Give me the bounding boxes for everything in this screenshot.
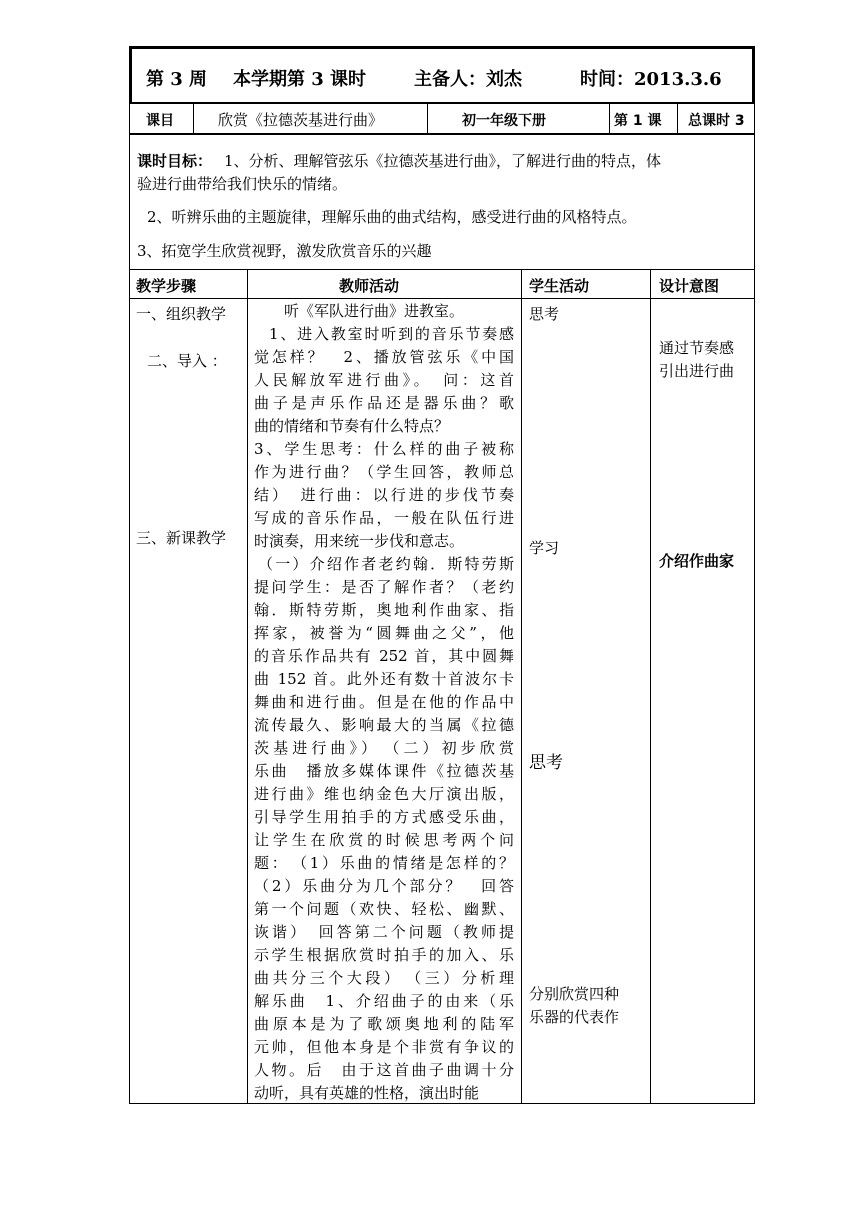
col-header-teacher: 教师活动: [339, 277, 400, 295]
teacher-activity-line: 1、进入教室时听到的音乐节奏感: [269, 325, 514, 343]
teacher-activity-line: 让学生在欣赏的时候思考两个问: [254, 831, 514, 849]
goals-line-1: [137, 150, 661, 171]
teacher-activity-line: 结） 进行曲：以行进的步伐节奏: [254, 486, 514, 504]
intent-rhythm-line-2: 引出进行曲: [659, 362, 735, 380]
teacher-activity-line: 第一个问题（欢快、轻松、幽默、: [254, 900, 514, 918]
teacher-activity-line: 动听，具有英雄的性格，演出时能: [254, 1084, 480, 1102]
goal-2: 2、听辨乐曲的主题旋律，理解乐曲的曲式结构，感受进行曲的风格特点。: [147, 208, 637, 226]
goals-label: 课时目标：: [137, 152, 213, 170]
teacher-activity-line: 曲 152 首。此外还有数十首波尔卡: [254, 670, 514, 688]
teacher-activity-line: 乐曲 播放多媒体课件《拉德茨基: [254, 762, 514, 780]
teacher-activity-line: （2）乐曲分为几个部分？ 回答: [254, 877, 514, 895]
step-intro: 二、导入 ：: [147, 352, 227, 370]
student-activity-learn: 学习: [529, 539, 560, 557]
teacher-activity-line: 曲的情绪和节奏有什么特点？: [254, 417, 450, 435]
teacher-activity-line: 流传最久、影响最大的当属《拉德: [254, 716, 514, 734]
intent-composer: 介绍作曲家: [659, 552, 735, 570]
teacher-activity-line: 茨基进行曲》） （二）初步欣赏: [254, 739, 514, 757]
teacher-activity-line: 提问学生：是否了解作者？（老约: [254, 578, 514, 596]
subject-label: 课目: [146, 113, 174, 129]
teacher-activity-line: 进行曲》维也纳金色大厅演出版，: [254, 785, 514, 803]
lesson-label: 本学期第 3 课时: [233, 69, 367, 90]
col-header-steps: 教学步骤: [136, 277, 197, 295]
student-activity-think-2: 思考: [529, 753, 563, 773]
goal-1-cont: 验进行曲带给我们快乐的情绪。: [137, 175, 348, 193]
intent-rhythm-line-1: 通过节奏感: [659, 339, 735, 357]
preparer-label: 主备人：刘杰: [414, 69, 522, 90]
teacher-activity-line: 翰．斯特劳斯，奥地利作曲家、指: [254, 601, 514, 619]
student-activity-think-1: 思考: [529, 305, 560, 323]
teacher-activity-line: 3、学生思考：什么样的曲子被称: [254, 440, 514, 458]
goal-3: 3、拓宽学生欣赏视野，激发欣赏音乐的兴趣: [137, 242, 432, 260]
step-new-lesson: 三、新课教学: [136, 529, 227, 547]
grade-label: 初一年级下册: [462, 113, 546, 129]
teacher-activity: [254, 300, 514, 1105]
teacher-activity-line: 时演奏，用来统一步伐和意志。: [254, 532, 465, 550]
lesson-number: 第 1 课: [614, 113, 662, 129]
goal-1-text: 1、分析、理解管弦乐《拉德茨基进行曲》，了解进行曲的特点，体: [224, 152, 662, 170]
teacher-activity-line: 示学生根据欣赏时拍手的加入、乐: [254, 946, 514, 964]
teacher-activity-line: 的音乐作品共有 252 首，其中圆舞: [254, 647, 514, 665]
week-label: 第 3 周: [146, 69, 208, 90]
teacher-activity-line: 诙谐） 回答第二个问题（教师提: [254, 923, 514, 941]
teacher-activity-line: 题： （1）乐曲的情绪是怎样的？: [254, 854, 514, 872]
subject-value: 欣赏《拉德茨基进行曲》: [218, 111, 384, 129]
teacher-activity-line: 曲共分三个大段） （三）分析理: [254, 969, 514, 987]
teacher-activity-line: 听《军队进行曲》进教室。: [284, 302, 465, 320]
teacher-activity-line: 人民解放军进行曲》。 问：这首: [254, 371, 514, 389]
student-activity-listen-line-2: 乐器的代表作: [529, 1008, 620, 1026]
student-activity-listen-line-1: 分别欣赏四种: [529, 985, 620, 1003]
teacher-activity-line: （一）介绍作者老约翰．斯特劳斯: [258, 555, 514, 573]
teacher-activity-line: 挥家，被誉为“圆舞曲之父”，他: [254, 624, 514, 642]
total-hours: 总课时 3: [688, 113, 745, 129]
teacher-activity-line: 觉怎样？ 2、播放管弦乐《中国: [254, 348, 514, 366]
teacher-activity-line: 人物。后 由于这首曲子曲调十分: [254, 1061, 514, 1079]
header-row: [129, 46, 755, 104]
time-label: 时间：2013.3.6: [580, 69, 722, 90]
teacher-activity-line: 曲原本是为了歌颂奥地利的陆军: [254, 1015, 514, 1033]
teacher-activity-line: 写成的音乐作品，一般在队伍行进: [254, 509, 514, 527]
teacher-activity-line: 曲子是声乐作品还是器乐曲？歌: [254, 394, 514, 412]
step-organize: 一、组织教学: [136, 305, 227, 323]
teacher-activity-line: 元帅，但他本身是个非赏有争议的: [254, 1038, 514, 1056]
teacher-activity-line: 舞曲和进行曲。但是在他的作品中: [254, 693, 514, 711]
col-header-intent: 设计意图: [659, 277, 720, 295]
teacher-activity-line: 引导学生用拍手的方式感受乐曲，: [254, 808, 514, 826]
teacher-activity-line: 解乐曲 1、介绍曲子的由来（乐: [254, 992, 514, 1010]
col-header-student: 学生活动: [529, 277, 590, 295]
teacher-activity-line: 作为进行曲？（学生回答，教师总: [254, 463, 514, 481]
